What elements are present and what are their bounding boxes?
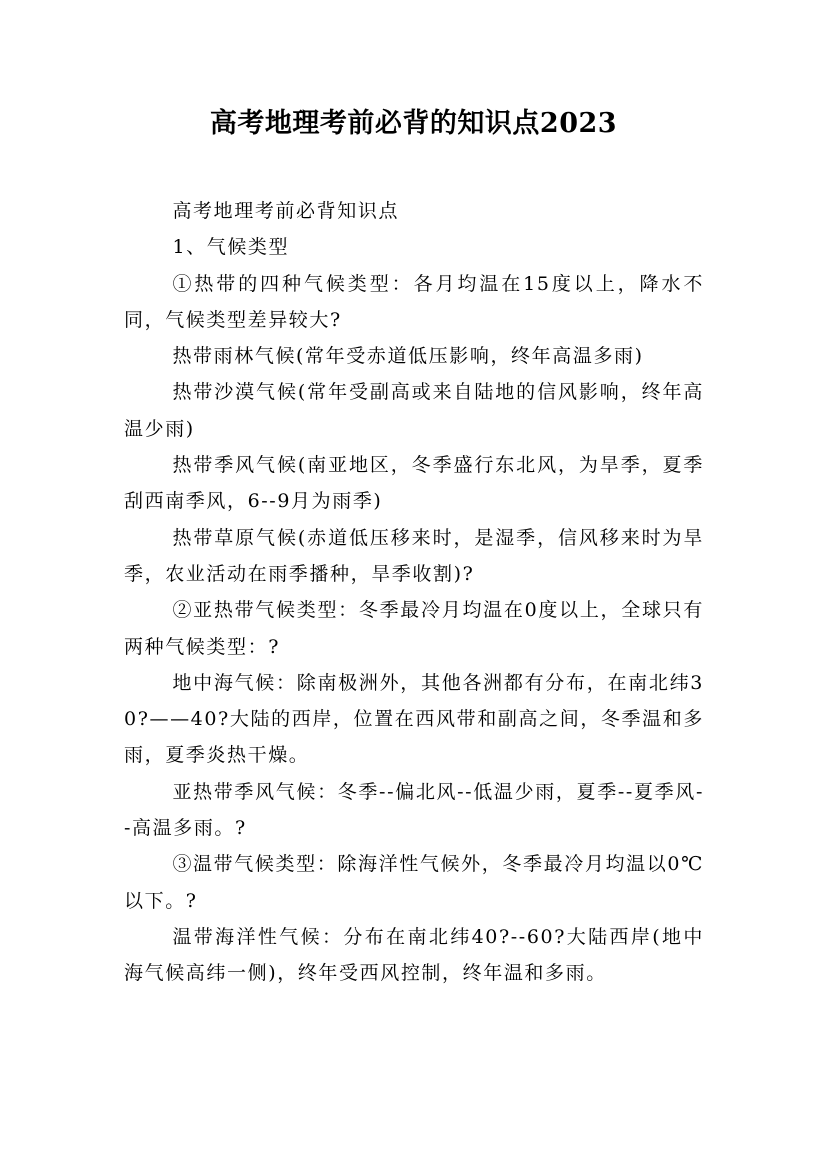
document-title: 高考地理考前必背的知识点2023 [209, 108, 618, 139]
paragraph: ③温带气候类型：除海洋性气候外，冬季最冷月均温以0℃以下。? [124, 853, 704, 912]
paragraph: 温带海洋性气候：分布在南北纬40?--60?大陆西岸(地中海气候高纬一侧)，终年受西风控制，终年温和多雨。 [124, 925, 704, 985]
subsection-heading: 1、气候类型 [172, 236, 290, 259]
document-body [124, 193, 704, 992]
section-heading: 高考地理考前必背知识点 [172, 200, 400, 222]
paragraph: 热带沙漠气候(常年受副高或来自陆地的信风影响，终年高温少雨) [124, 381, 704, 440]
paragraph: 热带草原气候(赤道低压移来时，是湿季，信风移来时为旱季，农业活动在雨季播种，旱季收割)? [124, 526, 704, 585]
paragraph: ①热带的四种气候类型：各月均温在15度以上，降水不同，气候类型差异较大? [124, 272, 704, 331]
paragraph: 热带雨林气候(常年受赤道低压影响，终年高温多雨) [172, 345, 644, 368]
paragraph: ②亚热带气候类型：冬季最冷月均温在0度以上，全球只有两种气候类型：? [124, 599, 704, 658]
paragraph: 亚热带季风气候：冬季--偏北风--低温少雨，夏季--夏季风--高温多雨。? [124, 780, 704, 840]
paragraph: 热带季风气候(南亚地区，冬季盛行东北风，为旱季，夏季刮西南季风，6--9月为雨季) [124, 454, 704, 513]
paragraph: 地中海气候：除南极洲外，其他各洲都有分布，在南北纬30?——40?大陆的西岸，位置在西风带和副高之间，冬季温和多雨，夏季炎热干燥。 [124, 671, 704, 767]
